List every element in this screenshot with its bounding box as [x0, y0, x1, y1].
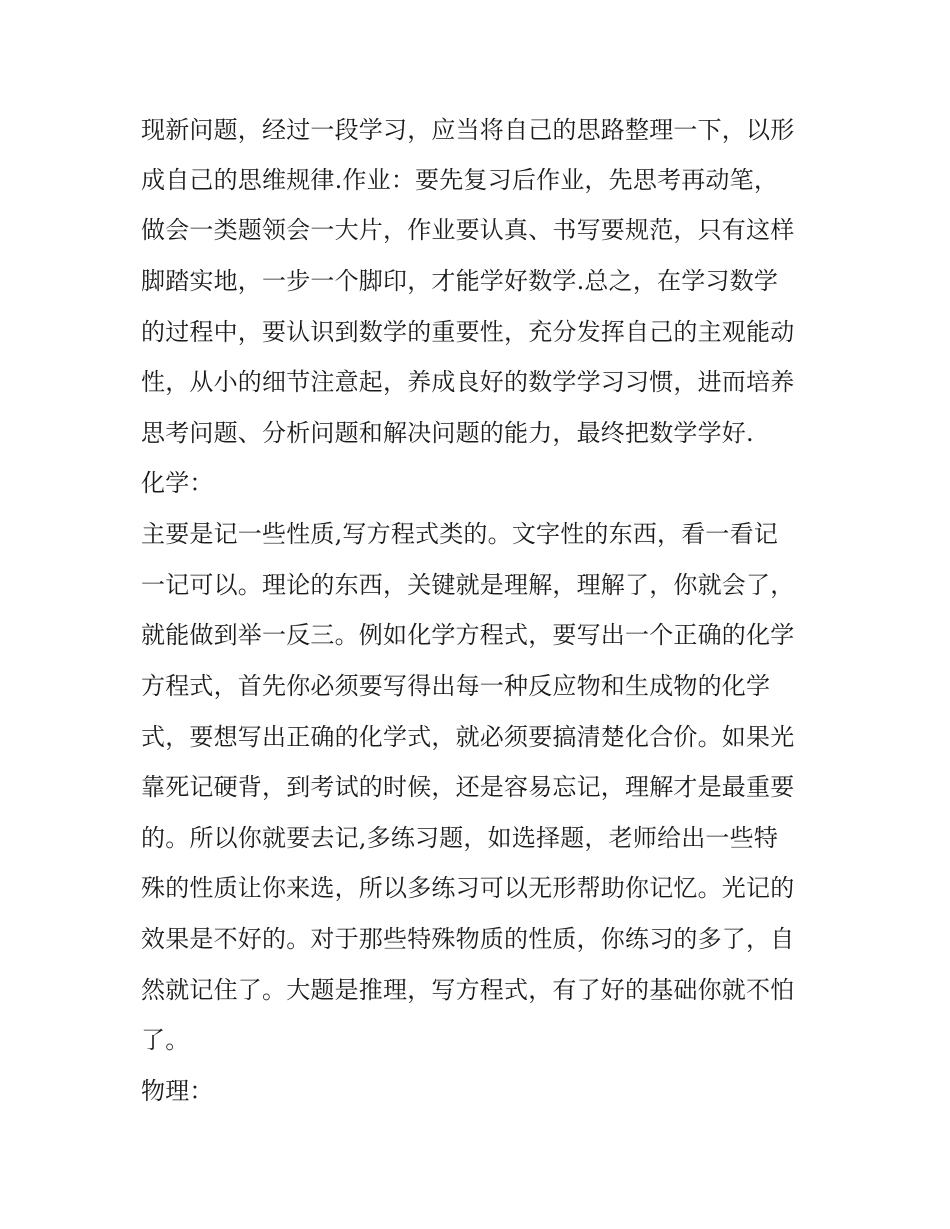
text-line-18: 然就记住了。大题是推理，写方程式，有了好的基础你就不怕: [141, 976, 795, 1004]
text-line-7: 思考问题、分析问题和解决问题的能力，最终把数学学好.: [141, 419, 754, 447]
text-line-15: 的。所以你就要去记,多练习题，如选择题，老师给出一些特: [141, 824, 779, 852]
text-line-9: 主要是记一些性质,写方程式类的。文字性的东西，看一看记: [141, 520, 779, 548]
text-line-3: 做会一类题领会一大片，作业要认真、书写要规范，只有这样: [141, 216, 795, 244]
text-line-5: 的过程中，要认识到数学的重要性，充分发挥自己的主观能动: [141, 318, 795, 346]
text-line-17: 效果是不好的。对于那些特殊物质的性质，你练习的多了，自: [141, 925, 795, 953]
text-line-11: 就能做到举一反三。例如化学方程式，要写出一个正确的化学: [141, 621, 795, 649]
text-line-19: 了。: [141, 1026, 190, 1054]
section-heading-chemistry: 化学：: [141, 469, 214, 497]
text-line-12: 方程式，首先你必须要写得出每一种反应物和生成物的化学: [141, 672, 771, 700]
section-heading-physics: 物理：: [141, 1077, 214, 1105]
text-line-10: 一记可以。理论的东西，关键就是理解，理解了，你就会了，: [141, 571, 795, 599]
text-line-14: 靠死记硬背，到考试的时候，还是容易忘记，理解才是最重要: [141, 773, 795, 801]
text-line-13: 式，要想写出正确的化学式，就必须要搞清楚化合价。如果光: [141, 723, 795, 751]
text-line-6: 性，从小的细节注意起，养成良好的数学学习习惯，进而培养: [141, 368, 795, 396]
text-line-4: 脚踏实地，一步一个脚印，才能学好数学.总之，在学习数学: [141, 267, 779, 295]
text-line-2: 成自己的思维规律.作业：要先复习后作业，先思考再动笔，: [141, 166, 779, 194]
text-line-16: 殊的性质让你来选，所以多练习可以无形帮助你记忆。光记的: [141, 874, 795, 902]
text-line-1: 现新问题，经过一段学习，应当将自己的思路整理一下，以形: [141, 116, 795, 144]
